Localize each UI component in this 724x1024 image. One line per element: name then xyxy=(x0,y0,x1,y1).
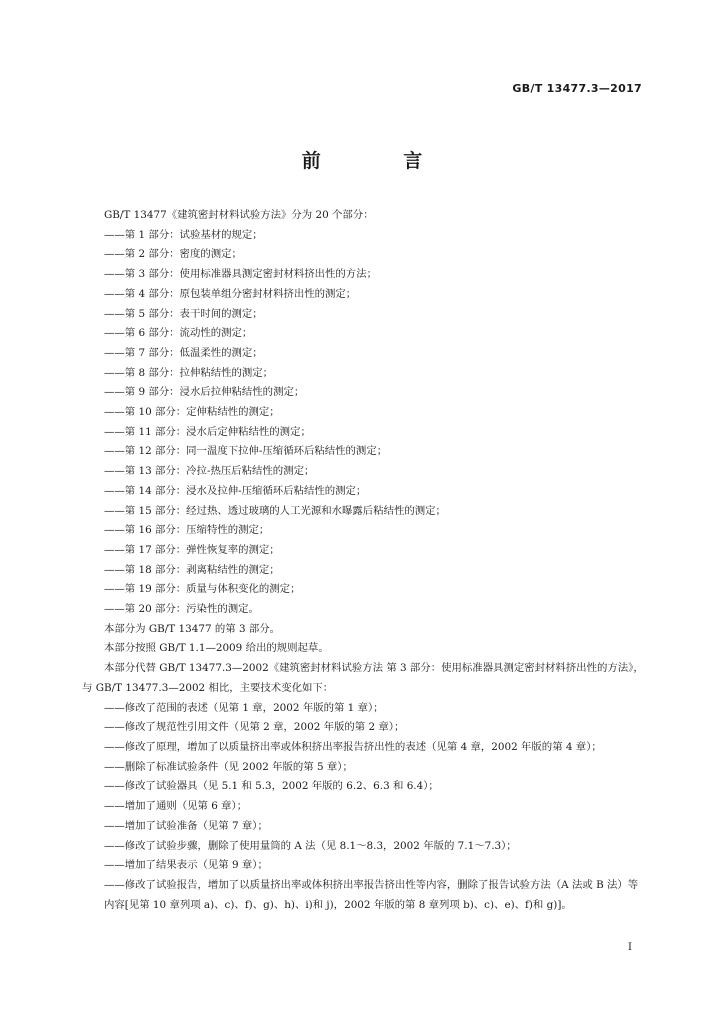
list-item: ——第 7 部分：低温柔性的测定； xyxy=(104,346,263,359)
page-number: I xyxy=(628,942,632,953)
list-item: ——第 11 部分：浸水后定伸粘结性的测定； xyxy=(104,425,311,438)
list-item: ——第 18 部分：剥离粘结性的测定； xyxy=(104,563,280,576)
standard-number: GB/T 13477.3—2017 xyxy=(512,82,642,95)
list-item: ——第 2 部分：密度的测定； xyxy=(104,248,242,261)
list-item: ——第 12 部分：同一温度下拉伸-压缩循环后粘结性的测定； xyxy=(104,445,388,458)
list-item: ——第 4 部分：原包装单组分密封材料挤出性的测定； xyxy=(104,287,357,300)
list-item: ——第 5 部分：表干时间的测定； xyxy=(104,307,263,320)
list-item: ——第 10 部分：定伸粘结性的测定； xyxy=(104,406,280,419)
list-item: ——增加了结果表示（见第 9 章）； xyxy=(104,859,268,872)
list-item: ——第 6 部分：流动性的测定； xyxy=(104,327,253,340)
list-item: ——第 15 部分：经过热、透过玻璃的人工光源和水曝露后粘结性的测定； xyxy=(104,504,446,517)
list-item: ——第 1 部分：试验基材的规定； xyxy=(104,228,263,241)
statement-rules: 本部分按照 GB/T 1.1—2009 给出的规则起草。 xyxy=(104,642,329,655)
list-item: ——修改了范围的表述（见第 1 章，2002 年版的第 1 章）； xyxy=(104,701,384,714)
list-item: ——第 13 部分：冷拉-热压后粘结性的测定； xyxy=(104,465,315,478)
list-item: ——第 9 部分：浸水后拉伸粘结性的测定； xyxy=(104,386,305,399)
replace-paragraph: 本部分代替 GB/T 13477.3—2002《建筑密封材料试验方法 第 3 部分：使用标准器具测定密封材料挤出性的方法》，与 GB/T 13477.3—2002 相比，主要技术变化如下： xyxy=(82,662,644,694)
list-item: ——增加了通则（见第 6 章）； xyxy=(104,800,248,813)
list-item: ——第 3 部分：使用标准器具测定密封材料挤出性的方法； xyxy=(104,268,377,281)
list-item: ——修改了规范性引用文件（见第 2 章，2002 年版的第 2 章）； xyxy=(104,721,405,734)
intro-text: GB/T 13477《建筑密封材料试验方法》分为 20 个部分： xyxy=(104,209,374,221)
list-item: ——增加了试验准备（见第 7 章）； xyxy=(104,819,268,832)
list-item: ——第 16 部分：压缩特性的测定； xyxy=(104,524,270,537)
document-body xyxy=(82,206,647,915)
list-item: ——修改了试验器具（见 5.1 和 5.3，2002 年版的 6.2、6.3 和 6.4）； xyxy=(104,780,439,793)
parts-list xyxy=(82,226,647,620)
list-item: ——修改了原理，增加了以质量挤出率或体积挤出率报告挤出性的表述（见第 4 章，2002 年版的第 4 章）； xyxy=(104,740,602,753)
list-item: ——修改了试验报告，增加了以质量挤出率或体积挤出率报告挤出性等内容，删除了报告试验方法（A 法或 B 法）等内容[见第 10 章列项 a)、c)、f)、g)、h)、i)和 j)，2002 年版的第 8 章列项 b)、c)、e)、f)和 g)]。 xyxy=(104,878,639,911)
list-item: ——第 19 部分：质量与体积变化的测定； xyxy=(104,583,301,596)
page-title: 前 言 xyxy=(301,150,461,172)
list-item: ——第 8 部分：拉伸粘结性的测定； xyxy=(104,366,274,379)
list-item: ——第 14 部分：浸水及拉伸-压缩循环后粘结性的测定； xyxy=(104,484,367,497)
list-item: ——修改了试验步骤，删除了使用量筒的 A 法（见 8.1～8.3，2002 年版的 7.1～7.3）； xyxy=(104,839,517,852)
list-item: ——第 17 部分：弹性恢复率的测定； xyxy=(104,543,280,556)
statement-part: 本部分为 GB/T 13477 的第 3 部分。 xyxy=(104,622,281,635)
changes-list xyxy=(82,699,647,916)
list-item: ——第 20 部分：污染性的测定。 xyxy=(104,603,259,616)
list-item: ——删除了标准试验条件（见 2002 年版的第 5 章）； xyxy=(104,760,353,773)
